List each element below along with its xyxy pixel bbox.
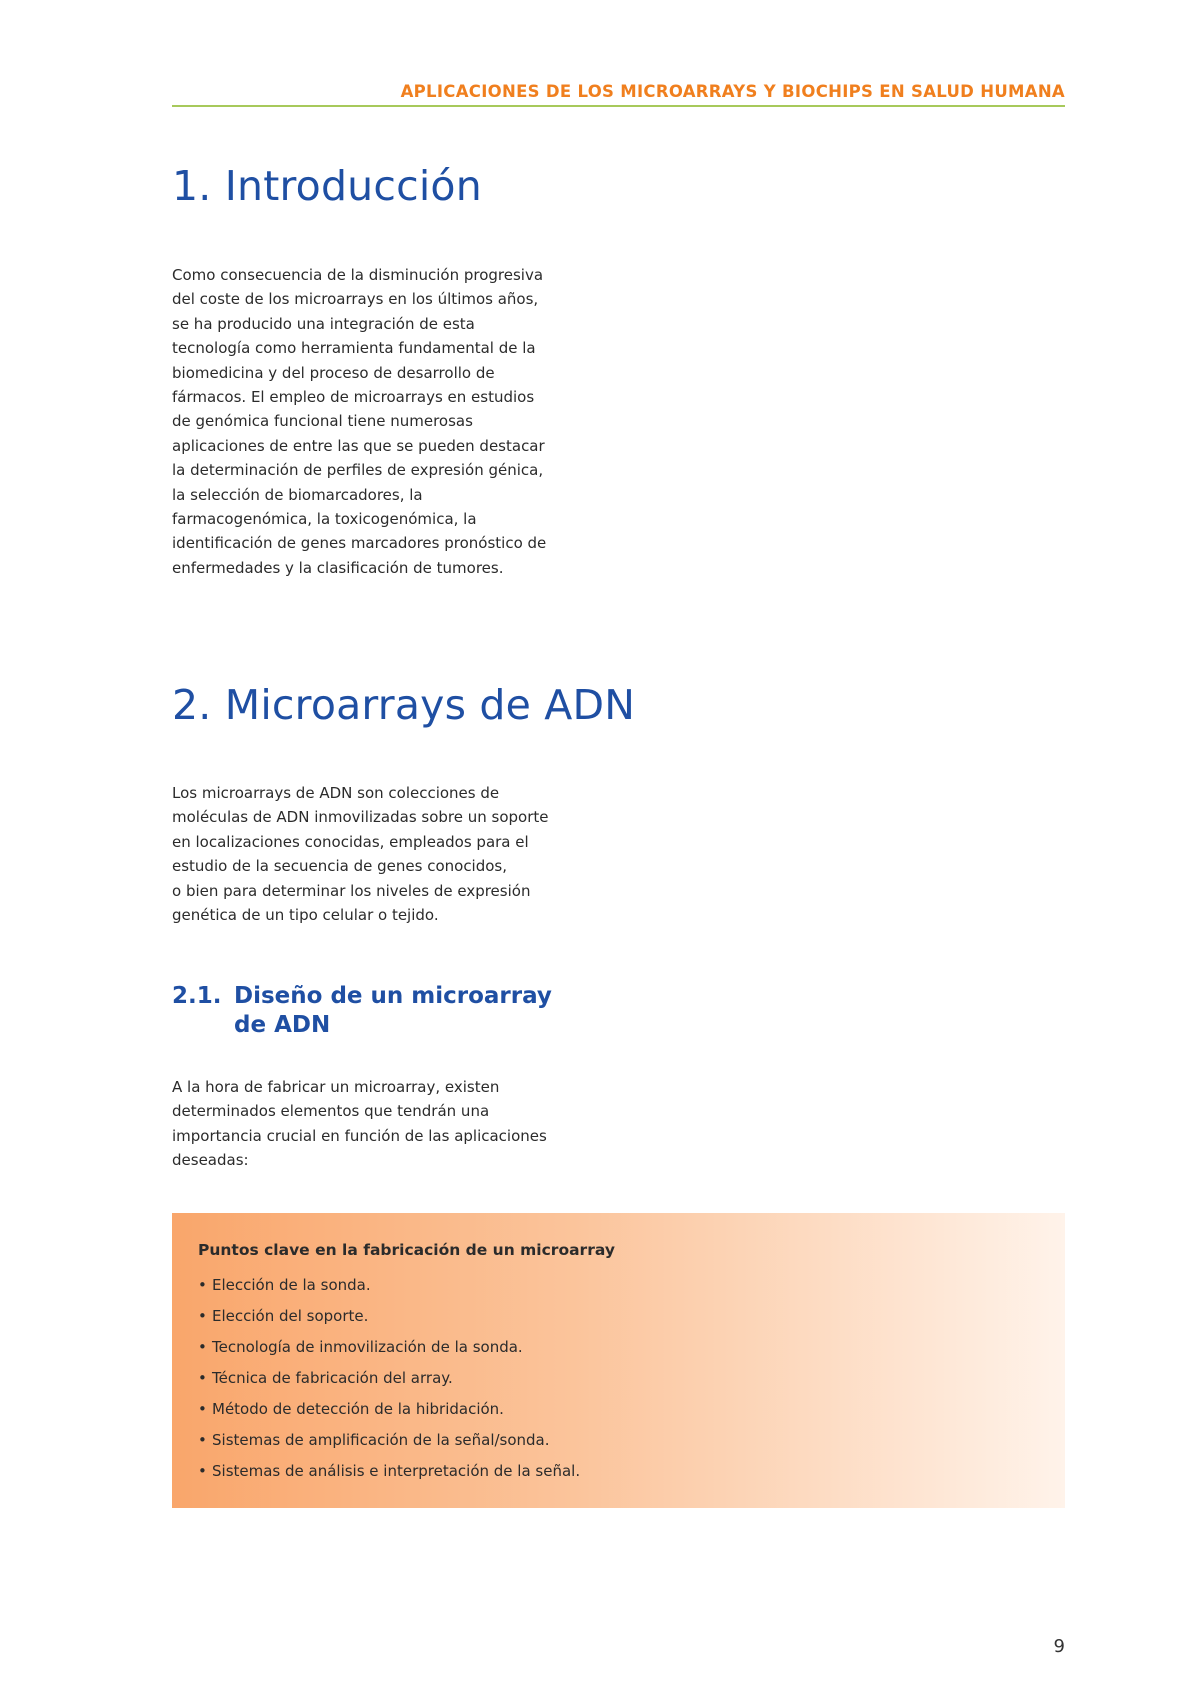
- paragraph-line: biomedicina y del proceso de desarrollo de: [172, 363, 495, 382]
- bullet-icon: •: [198, 1307, 207, 1325]
- intro-paragraph: [172, 263, 602, 580]
- paragraph-line: aplicaciones de entre las que se pueden destacar: [172, 436, 545, 455]
- paragraph-line: en localizaciones conocidas, empleados para el: [172, 832, 529, 851]
- list-item: [198, 1425, 580, 1456]
- paragraph-line: A la hora de fabricar un microarray, existen: [172, 1078, 500, 1096]
- paragraph-line: enfermedades y la clasificación de tumores.: [172, 558, 504, 577]
- paragraph-line: moléculas de ADN inmovilizadas sobre un soporte: [172, 808, 549, 827]
- paragraph-line: farmacogenómica, la toxicogenómica, la: [172, 510, 477, 529]
- list-item: [198, 1332, 580, 1363]
- bullet-icon: •: [198, 1276, 207, 1294]
- bullet-icon: •: [198, 1400, 207, 1418]
- diseno-paragraph: [172, 1075, 602, 1173]
- header-divider: [172, 105, 1065, 107]
- list-item: [198, 1456, 580, 1487]
- list-item-text: Sistemas de amplificación de la señal/sonda.: [212, 1431, 550, 1449]
- subsection-title-line: de ADN: [234, 1012, 331, 1038]
- subsection-number: 2.1.: [172, 983, 222, 1009]
- paragraph-line: del coste de los microarrays en los últimos años,: [172, 290, 539, 309]
- bullet-icon: •: [198, 1338, 207, 1356]
- bullet-icon: •: [198, 1431, 207, 1449]
- paragraph-line: fármacos. El empleo de microarrays en estudios: [172, 388, 535, 407]
- page-number: 9: [1053, 1636, 1065, 1657]
- paragraph-line: la determinación de perfiles de expresión génica,: [172, 461, 544, 480]
- microarrays-paragraph: [172, 781, 602, 927]
- paragraph-line: o bien para determinar los niveles de expresión: [172, 881, 531, 900]
- list-item: [198, 1394, 580, 1425]
- subsection-title-line: Diseño de un microarray: [234, 983, 552, 1009]
- section-title-microarrays-adn: 2. Microarrays de ADN: [172, 681, 636, 729]
- paragraph-line: genética de un tipo celular o tejido.: [172, 906, 439, 925]
- keypoints-box: [172, 1213, 1065, 1508]
- keypoints-list: [198, 1270, 580, 1487]
- paragraph-line: identificación de genes marcadores pronóstico de: [172, 534, 547, 553]
- list-item-text: Tecnología de inmovilización de la sonda.: [212, 1338, 523, 1356]
- paragraph-line: deseadas:: [172, 1151, 249, 1170]
- section-title-introduccion: 1. Introducción: [172, 162, 482, 210]
- list-item: [198, 1270, 580, 1301]
- list-item-text: Elección de la sonda.: [212, 1276, 371, 1294]
- list-item: [198, 1363, 580, 1394]
- subsection-title-diseno: [172, 982, 552, 1040]
- running-header: APLICACIONES DE LOS MICROARRAYS Y BIOCHIPS EN SALUD HUMANA: [400, 82, 1065, 101]
- paragraph-line: la selección de biomarcadores, la: [172, 485, 423, 504]
- bullet-icon: •: [198, 1462, 207, 1480]
- paragraph-line: estudio de la secuencia de genes conocidos,: [172, 857, 508, 876]
- keypoints-title: Puntos clave en la fabricación de un microarray: [198, 1241, 615, 1259]
- paragraph-line: tecnología como herramienta fundamental de la: [172, 339, 536, 358]
- list-item: [198, 1301, 580, 1332]
- paragraph-line: de genómica funcional tiene numerosas: [172, 412, 473, 431]
- paragraph-line: Como consecuencia de la disminución progresiva: [172, 266, 544, 284]
- list-item-text: Método de detección de la hibridación.: [212, 1400, 504, 1418]
- paragraph-line: Los microarrays de ADN son colecciones de: [172, 784, 500, 802]
- list-item-text: Elección del soporte.: [212, 1307, 369, 1325]
- list-item-text: Sistemas de análisis e interpretación de la señal.: [212, 1462, 581, 1480]
- paragraph-line: determinados elementos que tendrán una: [172, 1102, 490, 1121]
- bullet-icon: •: [198, 1369, 207, 1387]
- paragraph-line: importancia crucial en función de las aplicaciones: [172, 1126, 547, 1145]
- paragraph-line: se ha producido una integración de esta: [172, 314, 475, 333]
- list-item-text: Técnica de fabricación del array.: [212, 1369, 453, 1387]
